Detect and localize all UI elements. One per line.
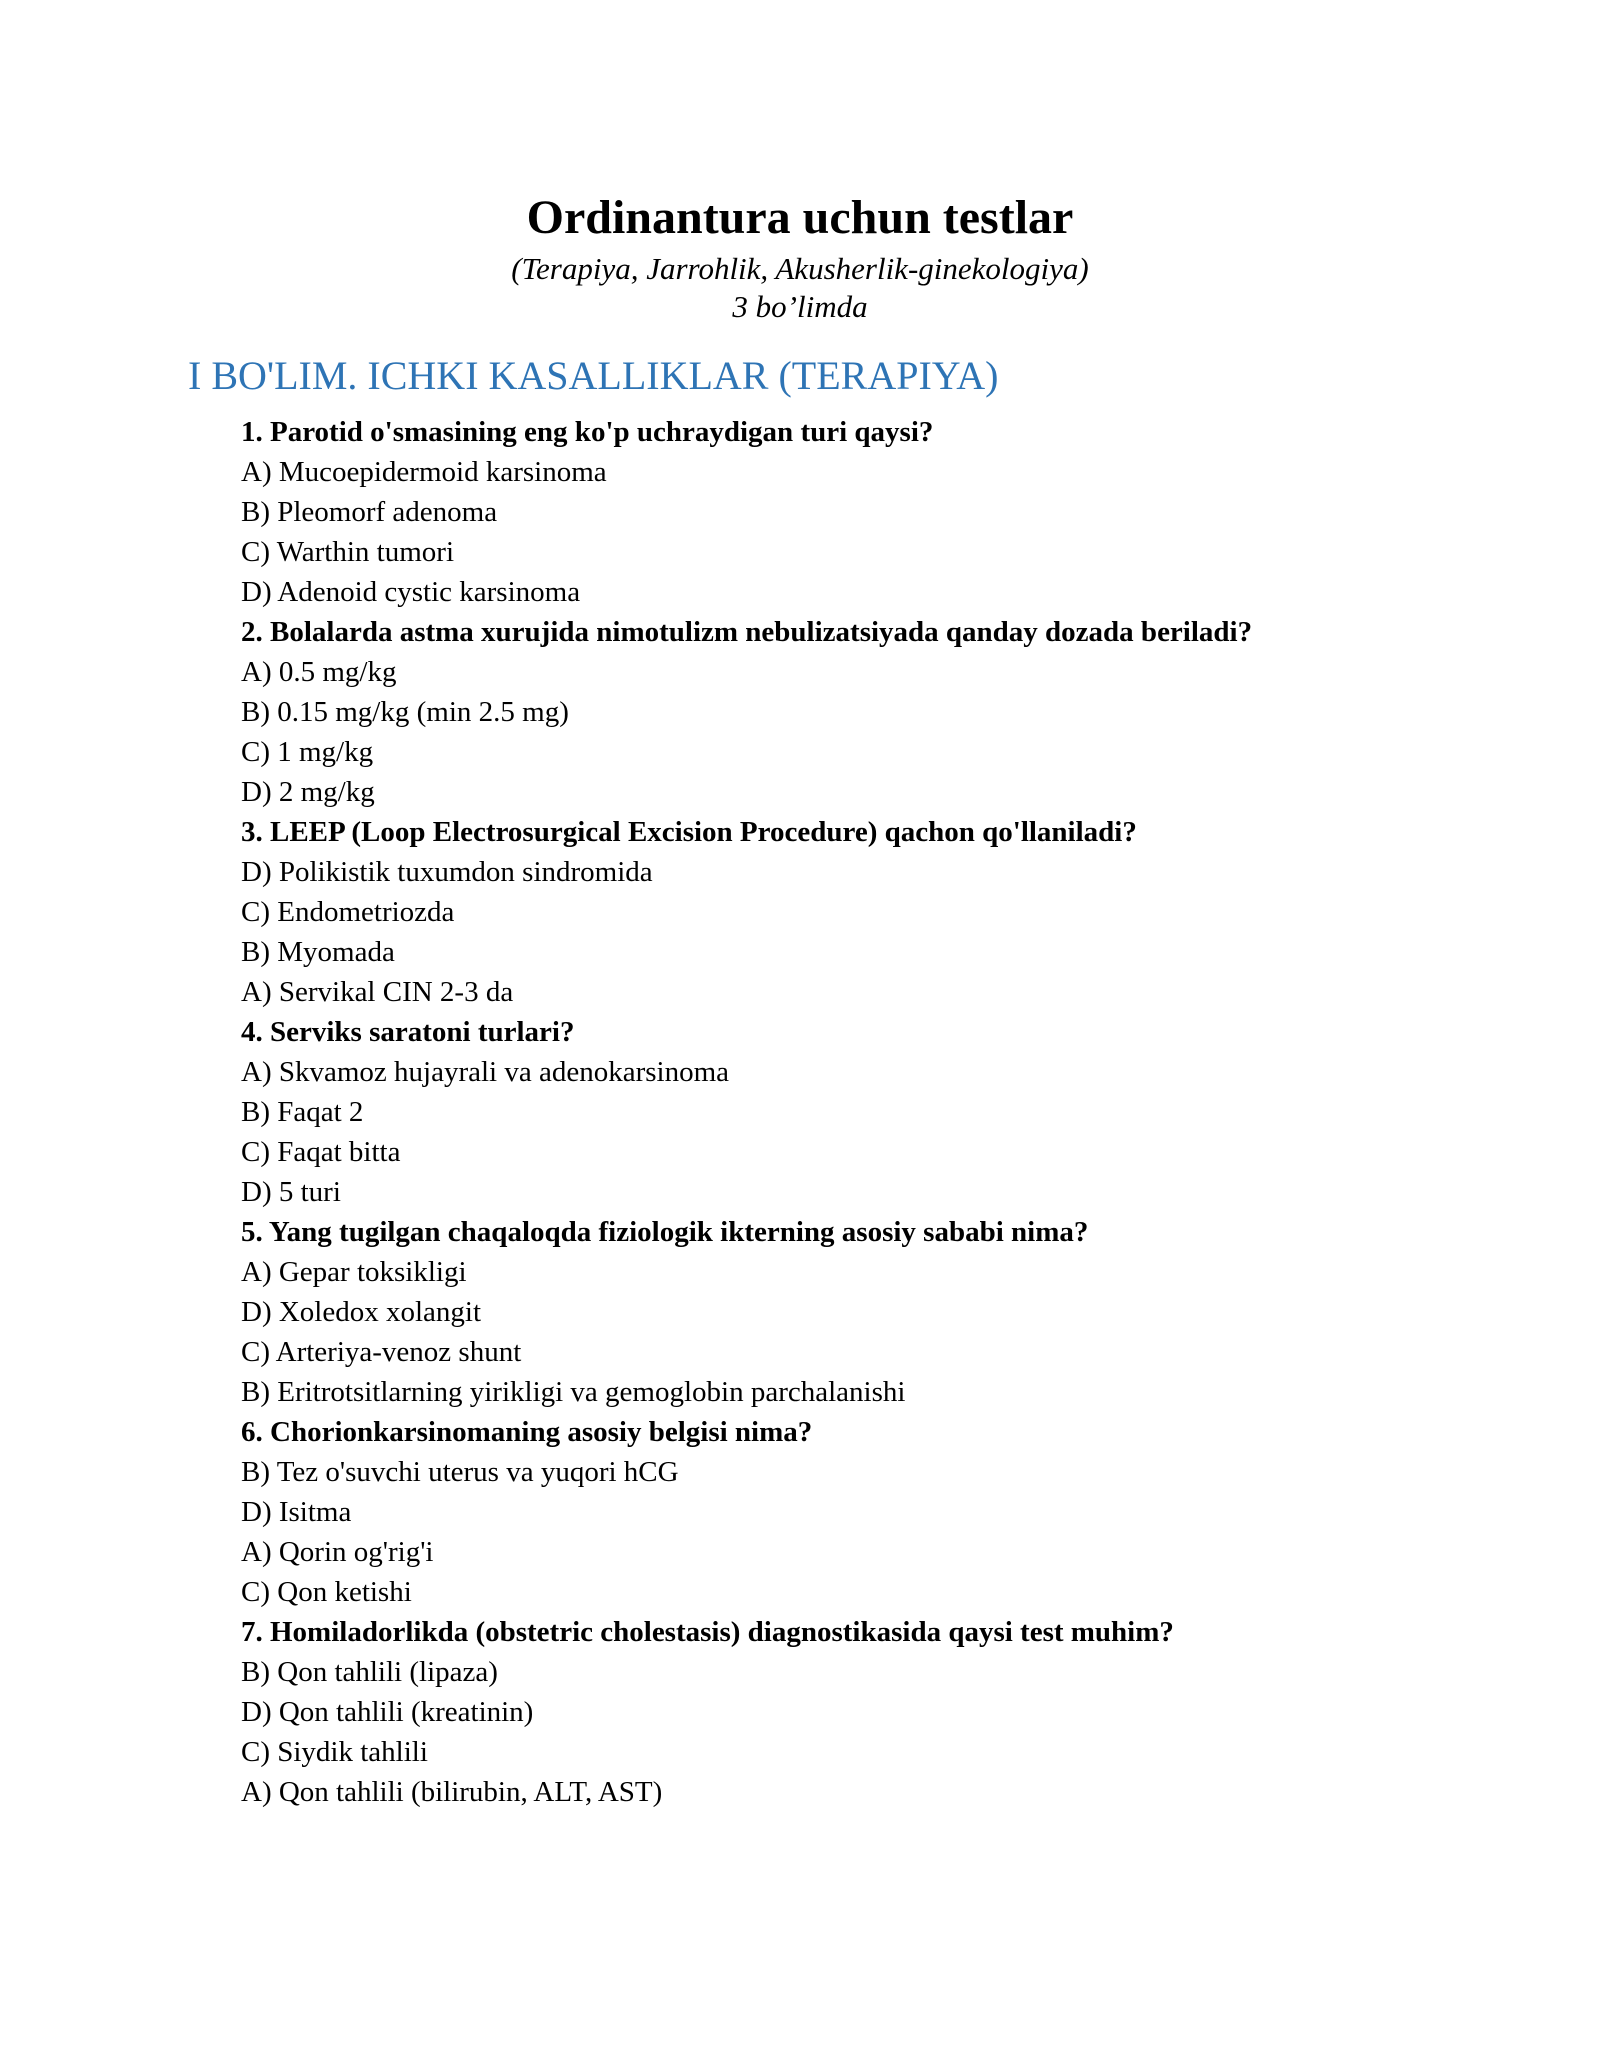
answer-option: A) Qorin og'rig'i <box>241 1536 434 1568</box>
answer-option: D) Adenoid cystic karsinoma <box>241 576 581 608</box>
page-title: Ordinantura uchun testlar <box>526 191 1074 244</box>
answer-option: D) Xoledox xolangit <box>241 1296 482 1328</box>
question-list <box>241 412 1441 1812</box>
answer-option: D) 2 mg/kg <box>241 776 375 808</box>
question-text: 2. Bolalarda astma xurujida nimotulizm nebulizatsiyada qanday dozada beriladi? <box>241 616 1253 648</box>
answer-option: A) Gepar toksikligi <box>241 1256 467 1288</box>
answer-option: B) 0.15 mg/kg (min 2.5 mg) <box>241 696 569 728</box>
answer-option: C) 1 mg/kg <box>241 736 374 768</box>
answer-option: A) Qon tahlili (bilirubin, ALT, AST) <box>241 1776 663 1808</box>
answer-option: B) Eritrotsitlarning yirikligi va gemoglobin parchalanishi <box>241 1376 906 1408</box>
section-heading: I BO'LIM. ICHKI KASALLIKLAR (TERAPIYA) <box>188 353 999 398</box>
answer-option: D) Polikistik tuxumdon sindromida <box>241 856 653 888</box>
answer-option: C) Warthin tumori <box>241 536 454 568</box>
answer-option: B) Pleomorf adenoma <box>241 496 498 528</box>
answer-option: B) Faqat 2 <box>241 1096 364 1128</box>
answer-option: C) Arteriya-venoz shunt <box>241 1336 522 1368</box>
question-text: 7. Homiladorlikda (obstetric cholestasis) diagnostikasida qaysi test muhim? <box>241 1616 1174 1648</box>
question-text: 1. Parotid o'smasining eng ko'p uchraydigan turi qaysi? <box>241 416 934 448</box>
answer-option: D) 5 turi <box>241 1176 341 1208</box>
answer-option: B) Tez o'suvchi uterus va yuqori hCG <box>241 1456 679 1488</box>
answer-option: A) Mucoepidermoid karsinoma <box>241 456 607 488</box>
answer-option: A) 0.5 mg/kg <box>241 656 397 688</box>
answer-option: A) Servikal CIN 2-3 da <box>241 976 514 1008</box>
answer-option: C) Endometriozda <box>241 896 455 928</box>
question-text: 6. Chorionkarsinomaning asosiy belgisi nima? <box>241 1416 813 1448</box>
answer-option: D) Isitma <box>241 1496 352 1528</box>
answer-option: C) Siydik tahlili <box>241 1736 428 1768</box>
question-text: 3. LEEP (Loop Electrosurgical Excision Procedure) qachon qo'llaniladi? <box>241 816 1137 848</box>
parts-note: 3 bo’limda <box>732 289 868 324</box>
answer-option: D) Qon tahlili (kreatinin) <box>241 1696 534 1728</box>
question-text: 5. Yang tugilgan chaqaloqda fiziologik ikterning asosiy sababi nima? <box>241 1216 1089 1248</box>
answer-option: C) Qon ketishi <box>241 1576 412 1608</box>
question-text: 4. Serviks saratoni turlari? <box>241 1016 575 1048</box>
answer-option: C) Faqat bitta <box>241 1136 401 1168</box>
answer-option: A) Skvamoz hujayrali va adenokarsinoma <box>241 1056 730 1088</box>
answer-option: B) Myomada <box>241 936 395 968</box>
page-subtitle: (Terapiya, Jarrohlik, Akusherlik-ginekologiya) <box>511 251 1089 286</box>
answer-option: B) Qon tahlili (lipaza) <box>241 1656 498 1688</box>
